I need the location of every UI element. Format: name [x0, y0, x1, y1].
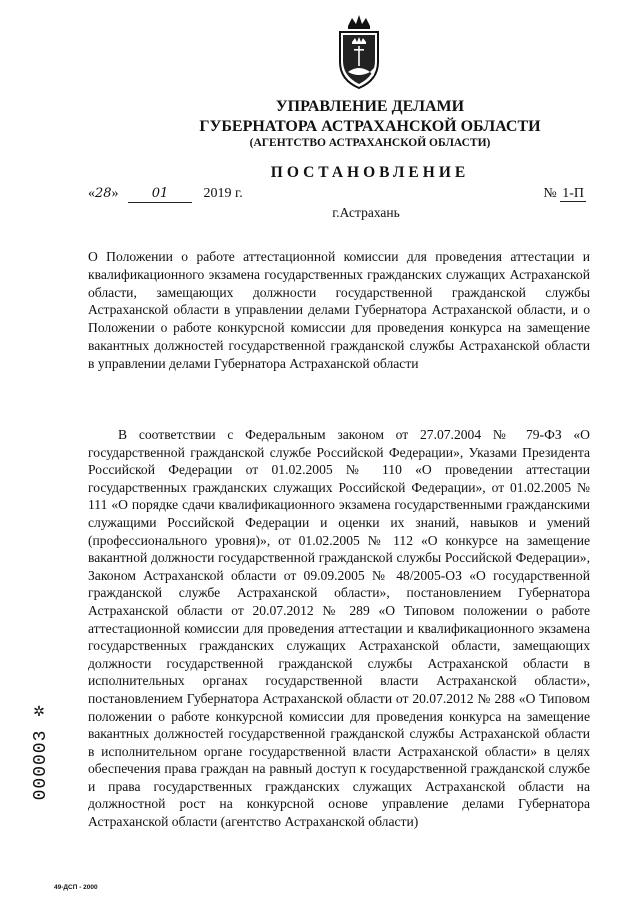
- coat-of-arms-emblem: [330, 12, 388, 92]
- date-quote-close: »: [111, 186, 119, 201]
- document-date: [88, 186, 243, 203]
- date-day: 28: [95, 186, 112, 201]
- document-body: В соответствии с Федеральным законом от 27.07.2004 № 79-ФЗ «О государственной гражданской службе Российской Федерации», Указами Президента Российской Федерации от 01.02.2005 № 110 «О проведении аттестации государственных гражданских служащих Российской Федерации», от 01.02.2005 № 111 «О порядке сдачи квалификационного экзамена государственными гражданскими служащими Российской Федерации и оценки их знаний, навыков и умений (профессионального уровня)», от 01.02.2005 № 112 «О конкурсе на замещение вакантной должности государственной гражданской службы Российской Федерации», Законом Астраханской области от 09.09.2005 № 48/2005-ОЗ «О государственной гражданской службе Астраханской области», постановлением Губернатора Астраханской области от 20.07.2012 № 289 «О Типовом положении о работе аттестационной комиссии для проведения аттестации и квалификационного экзамена государственных гражданских служащих Астраханской области, замещающих должности государственной гражданской службы Астраханской области в исполнительных органах государственной власти Астраханской области», постановлением Губернатора Астраханской области от 20.07.2012 № 288 «О Типовом положении о работе конкурсной комиссии для проведения конкурса на замещение вакантных должностей государственной гражданской службы Астраханской области в исполнительном органе государственной власти Астраханской области» в целях обеспечения права граждан на равный доступ к государственной гражданской службе и права государственных гражданских служащих Астраханской области на должностной рост на конкурсной основе управление делами Губернатора Астраханской области (агентство Астраханской области): [88, 427, 590, 830]
- number-value: 1-П: [562, 186, 584, 201]
- form-code: 49-ДСП - 2000: [54, 884, 98, 891]
- document-subject: О Положении о работе аттестационной комиссии для проведения аттестации и квалификационного экзамена государственных гражданских служащих Астраханской области, замещающих должности государственной гражданской службы Астраханской области в управлении делами Губернатора Астраханской области, и о Положении о работе конкурсной комиссии для проведения конкурса на замещение вакантных должностей государственной гражданской службы Астраханской области в управлении делами Губернатора Астраханской области: [88, 249, 590, 371]
- date-month-field: [128, 186, 192, 203]
- star-icon: ✲: [33, 705, 45, 720]
- document-type: ПОСТАНОВЛЕНИЕ: [270, 164, 470, 181]
- org-name-line2: ГУБЕРНАТОРА АСТРАХАНСКОЙ ОБЛАСТИ: [199, 118, 541, 135]
- date-quote-open: «: [88, 186, 95, 201]
- date-month: 01: [151, 186, 169, 201]
- number-prefix: №: [543, 186, 557, 201]
- org-name-line3: (АГЕНТСТВО АСТРАХАНСКОЙ ОБЛАСТИ): [249, 137, 491, 149]
- document-city: г.Астрахань: [332, 205, 400, 220]
- document-number: [543, 186, 586, 202]
- side-serial-stamp: [27, 705, 51, 805]
- org-name-line1: УПРАВЛЕНИЕ ДЕЛАМИ: [275, 98, 465, 115]
- date-year: 2019 г.: [203, 186, 243, 201]
- serial-number: 000003: [31, 729, 51, 801]
